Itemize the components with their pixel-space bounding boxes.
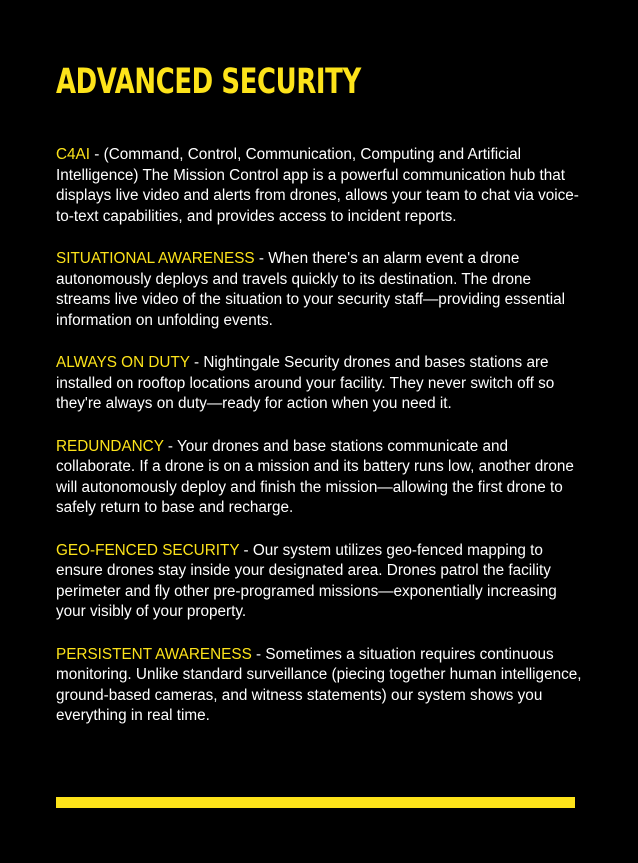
feature-term: PERSISTENT AWARENESS xyxy=(56,645,252,663)
feature-always-on-duty xyxy=(56,353,584,415)
feature-list xyxy=(56,145,584,749)
feature-c4ai xyxy=(56,145,584,227)
feature-term: ALWAYS ON DUTY xyxy=(56,354,190,371)
feature-description: - (Command, Control, Communication, Computing and Artificial Intelligence) The Mission Control app is a powerful communication hub that displays live video and alerts from drones, allows your team to chat via voice-to-text capabilities, and provides access to incident reports. xyxy=(56,146,579,225)
feature-persistent-awareness xyxy=(56,645,584,727)
feature-description: - Nightingale Security drones and bases stations are installed on rooftop locations around your facility. They never switch off so they're always on duty—ready for action when you need it. xyxy=(56,354,555,412)
feature-term: GEO-FENCED SECURITY xyxy=(56,541,240,559)
feature-description: - Sometimes a situation requires continuous monitoring. Unlike standard surveillance (piecing together human intelligence, ground-based cameras, and witness statements) our system shows you everything in real time. xyxy=(56,645,582,724)
feature-term: SITUATIONAL AWARENESS xyxy=(56,250,255,267)
feature-description: - When there's an alarm event a drone autonomously deploys and travels quickly to its destination. The drone streams live video of the situation to your security staff—providing essential information on unfolding events. xyxy=(56,250,566,329)
feature-description: - Our system utilizes geo-fenced mapping to ensure drones stay inside your designated area. Drones patrol the facility perimeter and fly other pre-programed missions—exponentially increasing your visibly of your property. xyxy=(56,541,557,620)
accent-divider xyxy=(56,797,575,808)
feature-geo-fenced-security xyxy=(56,541,584,623)
feature-description: - Your drones and base stations communicate and collaborate. If a drone is on a mission and its battery runs low, another drone will autonomously deploy and finish the mission—allowing the first drone to safely return to base and recharge. xyxy=(56,437,574,516)
feature-situational-awareness xyxy=(56,249,584,331)
feature-term: REDUNDANCY xyxy=(56,437,164,455)
page-title: ADVANCED SECURITY xyxy=(56,62,361,102)
feature-term: C4AI xyxy=(56,146,91,163)
feature-redundancy xyxy=(56,437,584,519)
